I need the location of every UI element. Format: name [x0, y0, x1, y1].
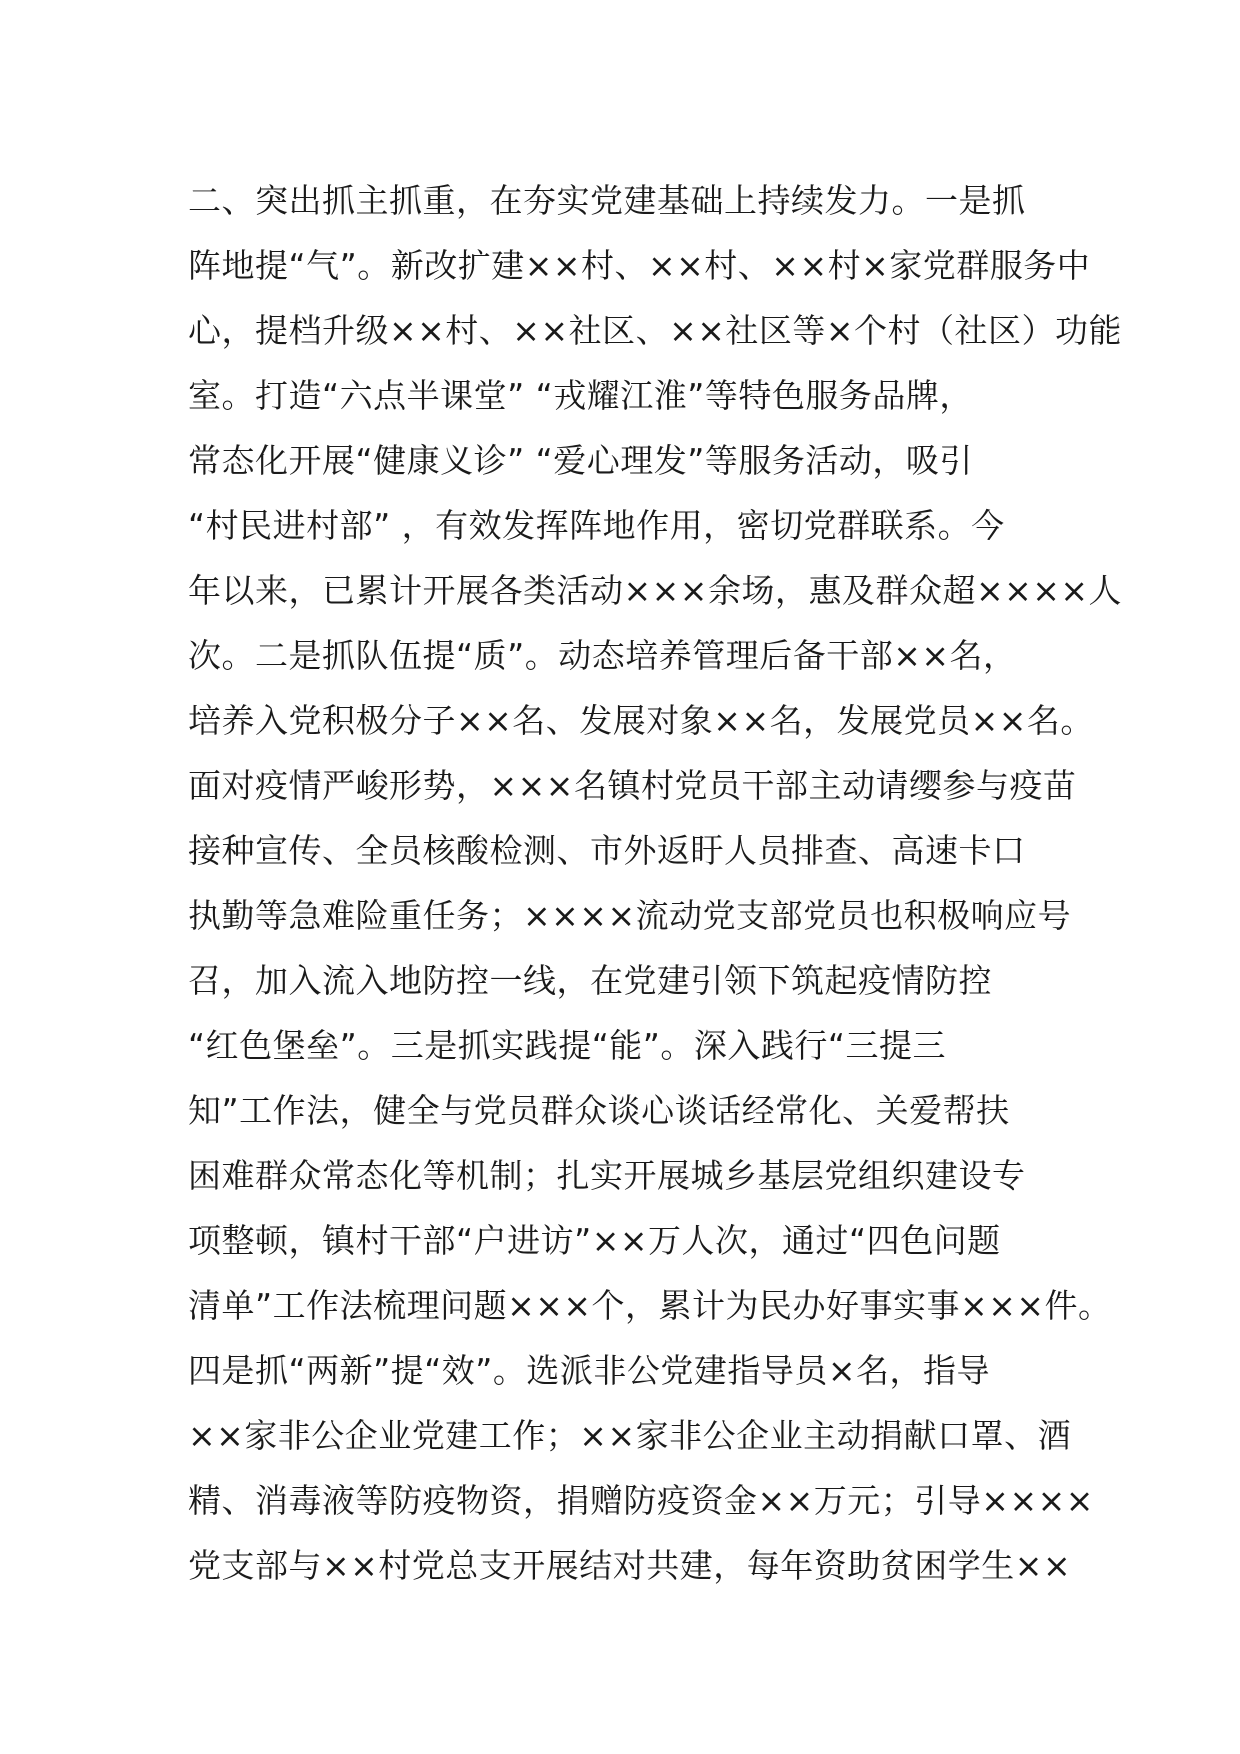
paragraph-line: 年以来，已累计开展各类活动×××余场，惠及群众超××××人 [188, 571, 1123, 610]
paragraph-line: 清单”工作法梳理问题×××个，累计为民办好事实事×××件。 [188, 1286, 1112, 1325]
paragraph-line: 知”工作法，健全与党员群众谈心谈话经常化、关爱帮扶 [188, 1091, 1010, 1130]
paragraph-line: “村民进村部” ，有效发挥阵地作用，密切党群联系。今 [188, 506, 1005, 545]
paragraph-line: ××家非公企业党建工作；××家非公企业主动捐献口罩、酒 [188, 1416, 1072, 1455]
paragraph-line: 培养入党积极分子××名、发展对象××名，发展党员××名。 [188, 701, 1094, 740]
paragraph-line: 室。打造“六点半课堂” “戎耀江淮”等特色服务品牌， [188, 376, 973, 415]
paragraph-line: 执勤等急难险重任务；××××流动党支部党员也积极响应号 [188, 896, 1072, 935]
paragraph-line: “红色堡垒”。三是抓实践提“能”。深入践行“三提三 [188, 1026, 946, 1065]
body-paragraph [188, 168, 1123, 1598]
paragraph-line: 党支部与××村党总支开展结对共建，每年资助贫困学生×× [188, 1546, 1072, 1585]
paragraph-line: 项整顿，镇村干部“户进访”××万人次，通过“四色问题 [188, 1221, 1001, 1260]
paragraph-line: 常态化开展“健康义诊” “爱心理发”等服务活动，吸引 [188, 441, 973, 480]
paragraph-line: 精、消毒液等防疫物资，捐赠防疫资金××万元；引导×××× [188, 1481, 1094, 1520]
paragraph-line: 阵地提“气”。新改扩建××村、××村、××村×家党群服务中 [188, 246, 1091, 285]
paragraph-line: 困难群众常态化等机制；扎实开展城乡基层党组织建设专 [188, 1156, 1026, 1195]
paragraph-line: 四是抓“两新”提“效”。选派非公党建指导员×名，指导 [188, 1351, 991, 1390]
paragraph-line: 接种宣传、全员核酸检测、市外返盱人员排查、高速卡口 [188, 831, 1026, 870]
paragraph-line: 二、突出抓主抓重，在夯实党建基础上持续发力。一是抓 [188, 181, 1026, 220]
paragraph-line: 心，提档升级××村、××社区、××社区等×个村（社区）功能 [188, 311, 1123, 350]
paragraph-line: 次。二是抓队伍提“质”。动态培养管理后备干部××名， [188, 636, 1017, 675]
paragraph-line: 面对疫情严峻形势，×××名镇村党员干部主动请缨参与疫苗 [188, 766, 1077, 805]
paragraph-line: 召，加入流入地防控一线，在党建引领下筑起疫情防控 [188, 961, 992, 1000]
